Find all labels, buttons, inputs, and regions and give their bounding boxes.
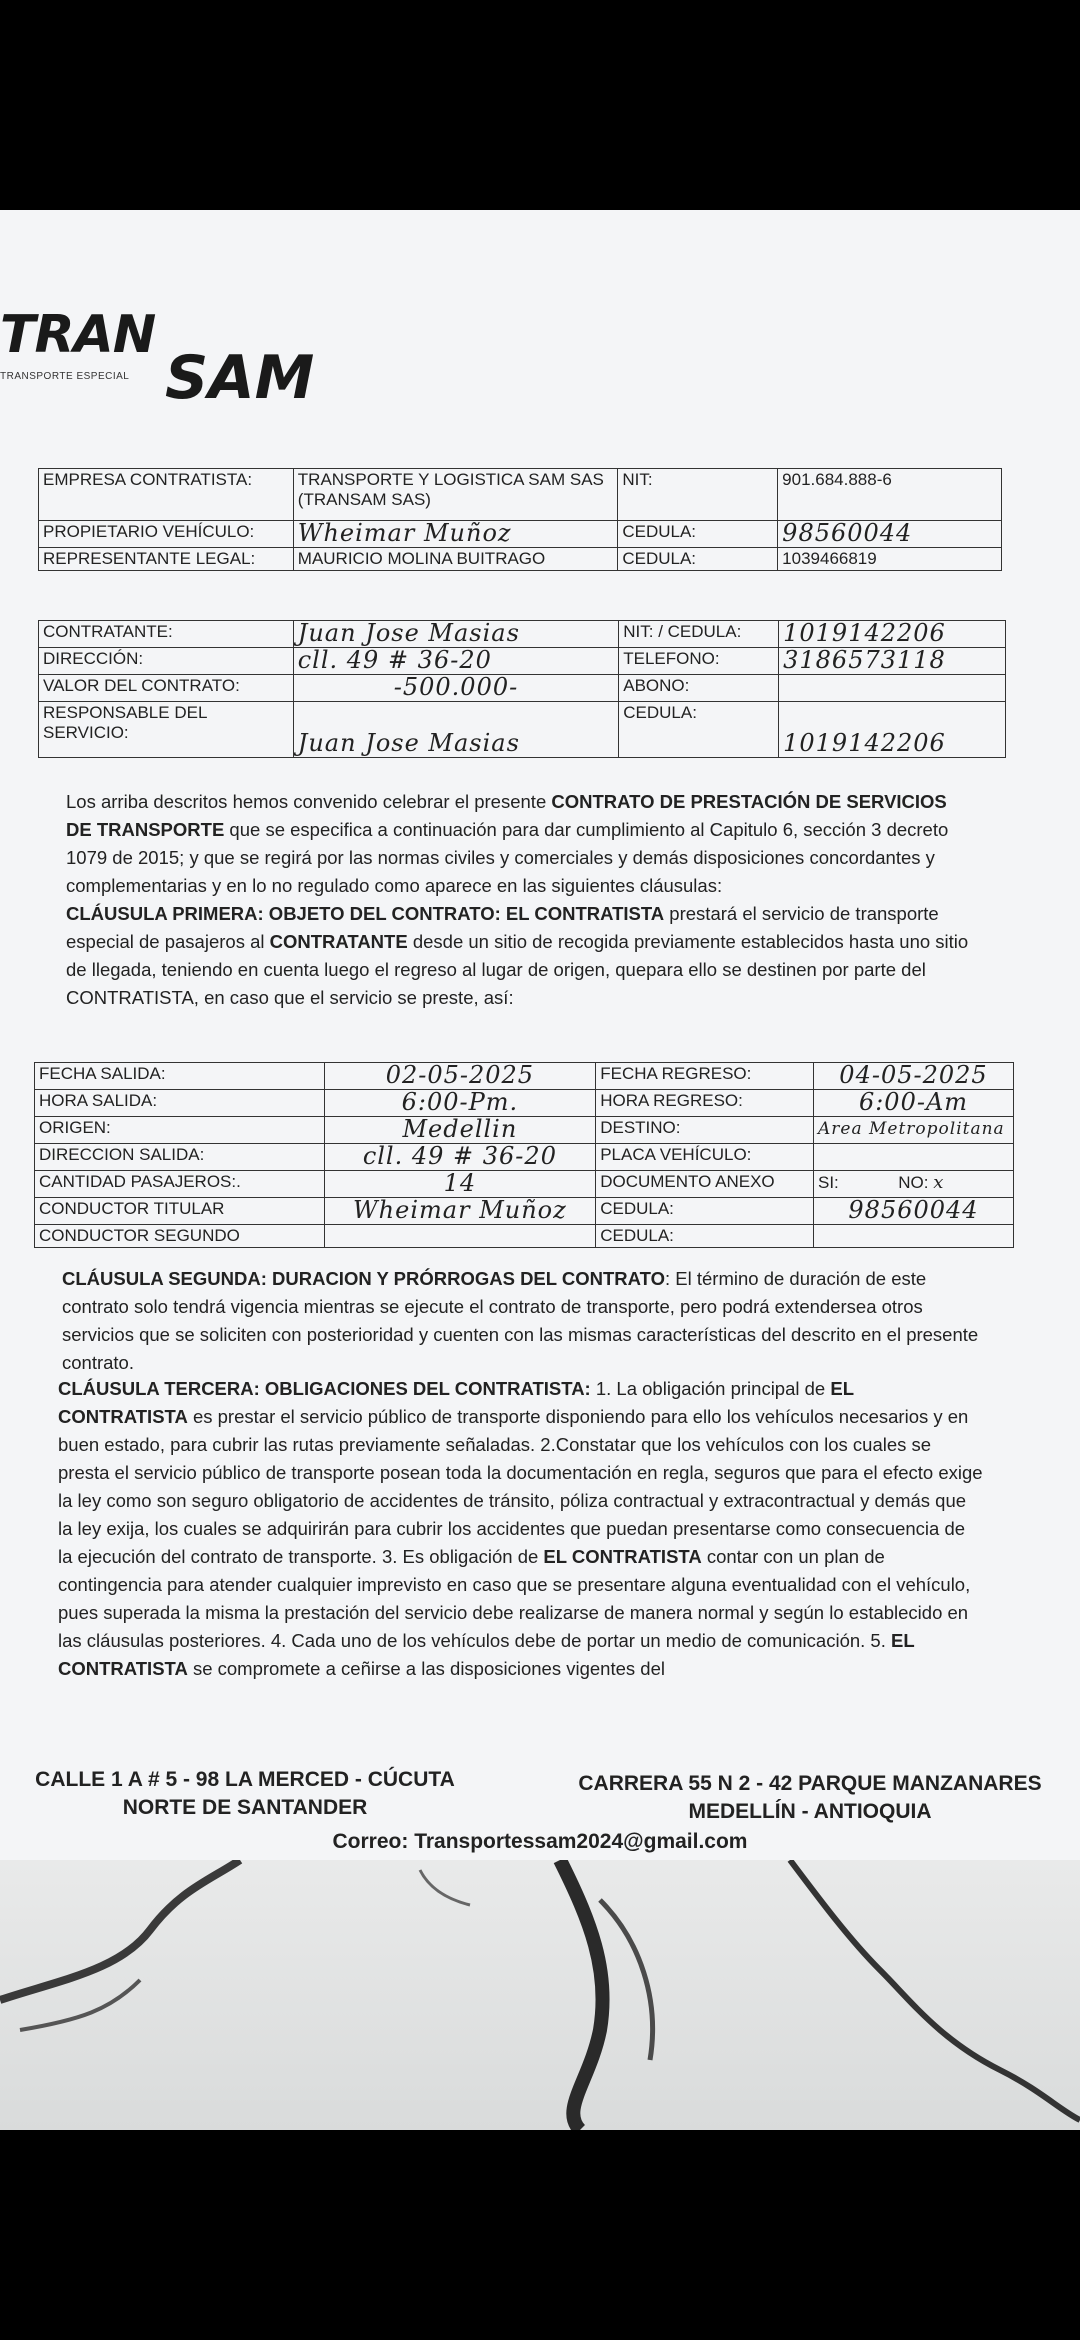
conductor-value: Wheimar Muñoz [353,1196,567,1224]
clause1-contratante: CONTRATANTE [269,931,408,952]
nit-value: 901.684.888-6 [778,469,1002,521]
clause2-title: CLÁUSULA SEGUNDA: DURACION Y PRÓRROGAS DEL CONTRATO [62,1268,665,1289]
footer-address-medellin [570,1770,1050,1826]
destino-label: DESTINO: [596,1117,814,1144]
clause2-text: : El término de duración de este contrato solo tendrá vigencia mientras se ejecute el contrato de transporte, pero podrá extendersea otros servicios que se soliciten con posterioridad y cuenten con las mismas características del descrito en el presente contrato. [62,1268,979,1373]
clause2-paragraph [62,1265,980,1377]
marble-background [0,1860,1080,2130]
valor-value: -500.000- [393,673,519,701]
hora-salida-value: 6:00-Pm. [401,1088,519,1116]
propietario-value: Wheimar Muñoz [297,519,512,547]
contratante-value: Juan Jose Masias [297,619,520,647]
cantidad-value: 14 [443,1169,477,1197]
representante-cedula-label: CEDULA: [618,548,778,571]
responsable-cedula: 1019142206 [783,729,946,757]
conductor2-cedula-label: CEDULA: [596,1225,814,1248]
documento-anexo-options [813,1171,1013,1198]
origen-value: Medellin [402,1115,518,1143]
logo-tran: TRAN [0,305,156,365]
valor-label: VALOR DEL CONTRATO: [39,675,294,702]
origen-label: ORIGEN: [35,1117,325,1144]
conductor-cedula: 98560044 [848,1196,979,1224]
intro-text-1: Los arriba descritos hemos convenido celebrar el presente [66,791,552,812]
company-table [38,468,1002,571]
placa-label: PLACA VEHÍCULO: [596,1144,814,1171]
propietario-cedula-label: CEDULA: [618,521,778,548]
client-table [38,620,1006,758]
destino-value: Area Metropolitana [817,1119,1005,1139]
no-mark: x [933,1172,945,1193]
clause1-text-2: desde un sitio de recogida previamente establecidos hasta uno sitio de llegada, teniendo en cuenta luego el regreso al lugar de origen, quepara ello se destinen por parte del CONTRATISTA, en caso que el servicio se preste, así: [66,931,969,1008]
nit-label: NIT: [618,469,778,521]
fecha-salida-label: FECHA SALIDA: [35,1063,325,1090]
direccion-label: DIRECCIÓN: [39,648,294,675]
empresa-value: TRANSPORTE Y LOGISTICA SAM SAS (TRANSAM SAS) [293,469,618,521]
direccion-salida-value: cll. 49 # 36-20 [362,1142,557,1170]
footer-right-line2: MEDELLÍN - ANTIOQUIA [688,1800,932,1823]
clause3-text-3: contar con un plan de contingencia para atender cualquier imprevisto en caso que se presentare alguna eventualidad con el vehículo, pues superada la misma la prestación del servicio debe realizarse de manera normal y según lo establecido en las cláusulas posteriores. 4. Cada uno de los vehículos debe de portar un medio de comunicación. 5. [58,1546,971,1651]
logo-sam: SAM [165,343,315,413]
logo-subtitle: TRANSPORTE ESPECIAL [0,371,130,382]
empresa-label: EMPRESA CONTRATISTA: [39,469,294,521]
clause3-text-1: 1. La obligación principal de [590,1378,831,1399]
conductor2-cedula [813,1225,1013,1248]
direccion-salida-label: DIRECCION SALIDA: [35,1144,325,1171]
nit-cedula-value: 1019142206 [783,619,946,647]
clause3-contratista-1: EL CONTRATISTA [58,1378,854,1427]
fecha-regreso-label: FECHA REGRESO: [596,1063,814,1090]
cantidad-label: CANTIDAD PASAJEROS:. [35,1171,325,1198]
no-label: NO: [898,1173,929,1192]
clause3-title: CLÁUSULA TERCERA: OBLIGACIONES DEL CONTRATISTA: [58,1378,591,1399]
responsable-cedula-label: CEDULA: [619,702,779,758]
intro-text-2: que se especifica a continuación para dar cumplimiento al Capitulo 6, sección 3 decreto 1079 de 2015; y que se regirá por las normas civiles y comerciales y demás disposiciones concordantes y complementarias y en lo no regulado como aparece en las siguientes cláusulas: [66,819,949,896]
direccion-value: cll. 49 # 36-20 [297,646,492,674]
propietario-label: PROPIETARIO VEHÍCULO: [39,521,294,548]
intro-paragraph [66,788,974,1012]
footer-left-line2: NORTE DE SANTANDER [122,1796,368,1819]
contract-page [0,210,1080,1860]
fecha-regreso-value: 04-05-2025 [839,1061,988,1089]
clause1-text-1: prestará el servicio de transporte especial de pasajeros al [66,903,939,952]
representante-label: REPRESENTANTE LEGAL: [39,548,294,571]
clause3-contratista-2: EL CONTRATISTA [543,1546,702,1567]
telefono-label: TELEFONO: [619,648,779,675]
abono-label: ABONO: [619,675,779,702]
hora-salida-label: HORA SALIDA: [35,1090,325,1117]
intro-contract-title: CONTRATO DE PRESTACIÓN DE SERVICIOS DE TRANSPORTE [66,791,947,840]
hora-regreso-label: HORA REGRESO: [596,1090,814,1117]
marble-veins-decoration [0,1860,1080,2130]
transam-logo [0,305,380,425]
conductor-label: CONDUCTOR TITULAR [35,1198,325,1225]
footer-right-line1: CARRERA 55 N 2 - 42 PARQUE MANZANARES [578,1772,1042,1795]
clause3-paragraph [58,1375,984,1683]
propietario-cedula: 98560044 [782,519,913,547]
responsable-value: Juan Jose Masias [297,729,520,757]
trip-table [34,1062,1014,1248]
placa-value [813,1144,1013,1171]
hora-regreso-value: 6:00-Am [858,1088,969,1116]
conductor-cedula-label: CEDULA: [596,1198,814,1225]
abono-value [779,675,1006,702]
responsable-label: RESPONSABLE DEL SERVICIO: [39,702,294,758]
clause1-title: CLÁUSULA PRIMERA: OBJETO DEL CONTRATO: EL CONTRATISTA [66,903,665,924]
representante-cedula: 1039466819 [778,548,1002,571]
contratante-label: CONTRATANTE: [39,621,294,648]
footer-address-cucuta [30,1766,460,1822]
telefono-value: 3186573118 [783,646,946,674]
si-label: SI: [817,1173,839,1192]
clause3-text-2: es prestar el servicio público de transporte disponiendo para ello los vehículos necesarios y en buen estado, para cubrir las rutas previamente señaladas. 2.Constatar que los vehículos con los cuales se presta el servicio público de transporte posean toda la documentación en regla, seguros que para el efecto exige la ley como son seguro obligatorio de accidentes de tránsito, póliza contractual y extracontractual y demás que la ley exija, los cuales se adquirirán para cubrir los accidentes que puedan presentarse como consecuencia de la ejecución del contrato de transporte. 3. Es obligación de [58,1406,983,1567]
conductor2-label: CONDUCTOR SEGUNDO [35,1225,325,1248]
fecha-salida-value: 02-05-2025 [385,1061,535,1089]
clause3-contratista-3: EL CONTRATISTA [58,1630,915,1679]
footer-email: Correo: Transportessam2024@gmail.com [332,1830,748,1853]
clause3-text-4: se compromete a ceñirse a las disposiciones vigentes del [187,1658,665,1679]
footer-left-line1: CALLE 1 A # 5 - 98 LA MERCED - CÚCUTA [35,1768,455,1791]
representante-value: MAURICIO MOLINA BUITRAGO [293,548,618,571]
nit-cedula-label: NIT: / CEDULA: [619,621,779,648]
conductor2-value [324,1225,596,1248]
documento-label: DOCUMENTO ANEXO [596,1171,814,1198]
